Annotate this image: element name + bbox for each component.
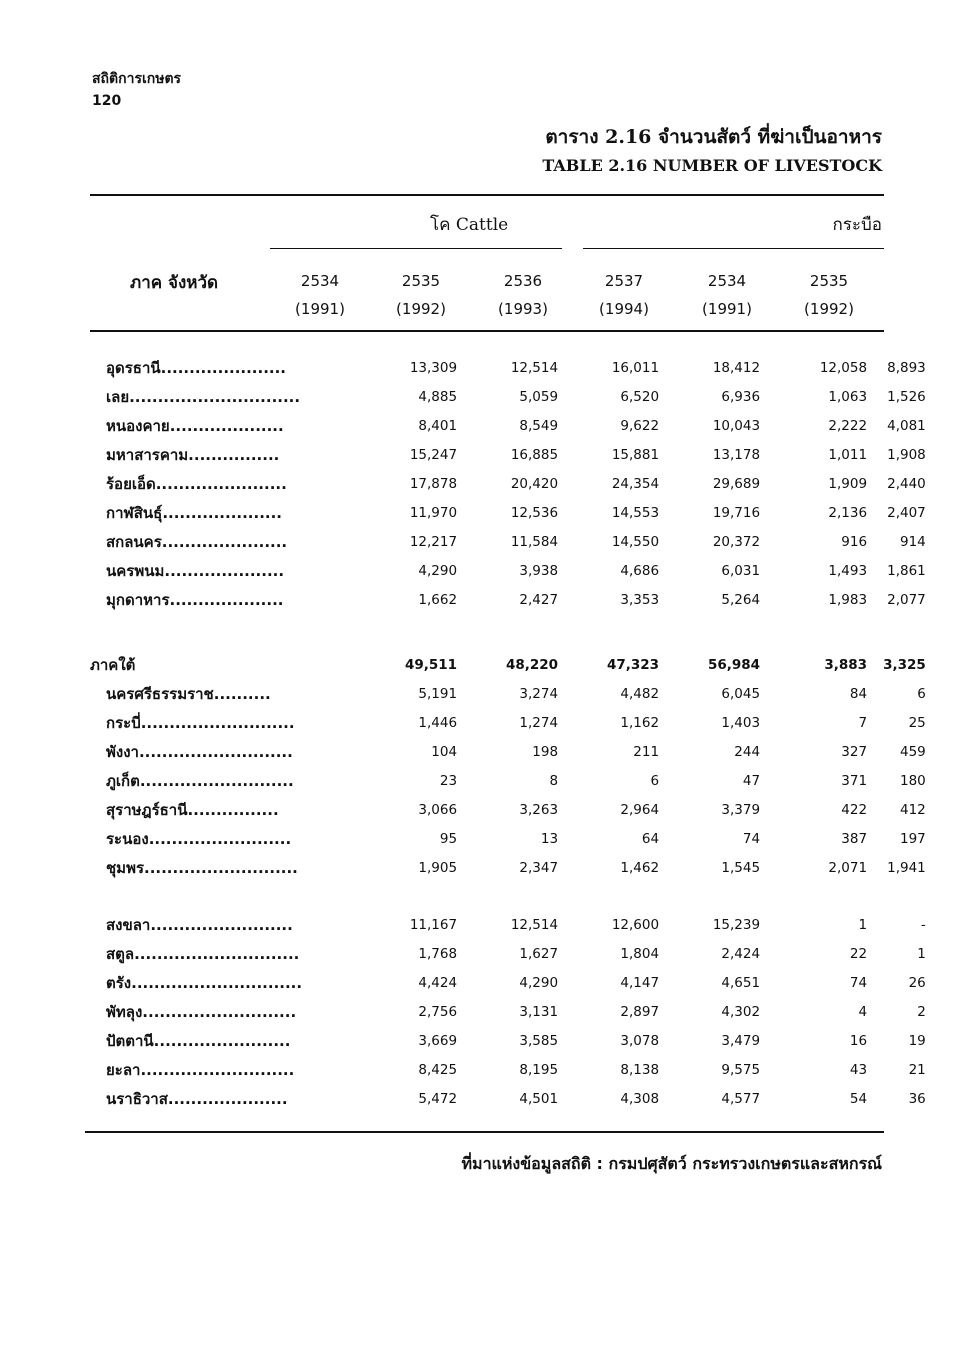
value-cell: 22 (849, 945, 868, 962)
spacer-cell (302, 997, 371, 1026)
value-cell: 26 (908, 974, 926, 991)
value-cell: 13 (540, 830, 559, 847)
value-cell: 20,372 (712, 533, 761, 550)
spacer-cell (302, 440, 371, 469)
value-cell: 2,071 (828, 859, 868, 876)
table-row (90, 679, 942, 708)
value-cell: 197 (900, 830, 926, 847)
row-label: สงขลา......................... (106, 915, 293, 934)
spacer-cell (302, 795, 371, 824)
buffalo-group-rule (583, 248, 884, 249)
value-cell: 1,941 (887, 859, 926, 876)
value-cell: 16,011 (611, 359, 660, 376)
livestock-table (90, 353, 942, 1113)
value-cell: 29,689 (712, 475, 761, 492)
value-cell: 198 (532, 743, 559, 760)
value-cell: 327 (841, 743, 868, 760)
group-gap (90, 882, 942, 910)
table-row (90, 939, 942, 968)
value-cell: 1,983 (828, 591, 868, 608)
value-cell: 1 (917, 945, 926, 962)
value-cell: 21 (908, 1061, 926, 1078)
value-cell: 10,043 (712, 417, 761, 434)
value-cell: 12,514 (510, 359, 559, 376)
value-cell: 12,217 (409, 533, 458, 550)
row-label: ปัตตานี........................ (106, 1031, 291, 1050)
spacer-cell (302, 411, 371, 440)
top-rule (90, 194, 884, 196)
cattle-group-rule (270, 248, 562, 249)
row-label: นครพนม..................... (106, 561, 285, 580)
value-cell: 2,347 (519, 859, 559, 876)
value-cell: 14,553 (611, 504, 660, 521)
value-cell: 20,420 (510, 475, 559, 492)
column-year: 2534 (707, 272, 747, 290)
value-cell: 3,066 (418, 801, 458, 818)
table-row (90, 1026, 942, 1055)
value-cell: 1,627 (519, 945, 559, 962)
value-cell: 3,585 (519, 1032, 559, 1049)
row-label: พังงา........................... (106, 742, 293, 761)
table-row (90, 968, 942, 997)
column-header (574, 267, 674, 323)
spacer-cell (302, 556, 371, 585)
value-cell: 3,883 (824, 656, 868, 673)
value-cell: 18,412 (712, 359, 761, 376)
row-label: สตูล............................. (106, 944, 300, 963)
value-cell: 5,264 (721, 591, 761, 608)
row-label: ตรัง.............................. (106, 973, 303, 992)
table-row (90, 440, 942, 469)
bottom-rule (85, 1131, 884, 1133)
row-label: ภูเก็ต........................... (106, 771, 294, 790)
value-cell: 6 (917, 685, 926, 702)
value-cell: 1,011 (828, 446, 868, 463)
value-cell: 3,325 (883, 656, 926, 673)
value-cell: 4,290 (418, 562, 458, 579)
column-year: 2534 (300, 272, 340, 290)
row-label: มหาสารคาม................ (106, 445, 280, 464)
value-cell: 15,239 (712, 916, 761, 933)
value-cell: 74 (742, 830, 761, 847)
value-cell: 2,077 (887, 591, 926, 608)
value-cell: 4,308 (620, 1090, 660, 1107)
value-cell: 11,167 (409, 916, 458, 933)
table-row (90, 708, 942, 737)
value-cell: 2,136 (828, 504, 868, 521)
value-cell: 4,147 (620, 974, 660, 991)
row-label: ระนอง......................... (106, 829, 292, 848)
value-cell: 3,353 (620, 591, 660, 608)
value-cell: 3,131 (519, 1003, 559, 1020)
value-cell: 23 (439, 772, 458, 789)
value-cell: 4 (858, 1003, 868, 1020)
row-label: เลย.............................. (106, 387, 301, 406)
value-cell: 5,472 (418, 1090, 458, 1107)
column-year-ad: (1993) (498, 300, 548, 318)
table-row (90, 382, 942, 411)
table-body (90, 353, 942, 1113)
value-cell: 95 (439, 830, 458, 847)
value-cell: 1,662 (418, 591, 458, 608)
value-cell: 47,323 (606, 656, 660, 673)
value-cell: 1,526 (887, 388, 926, 405)
value-cell: 16,885 (510, 446, 559, 463)
value-cell: 15,881 (611, 446, 660, 463)
value-cell: 11,970 (409, 504, 458, 521)
value-cell: 1,768 (418, 945, 458, 962)
column-header (473, 267, 573, 323)
column-year-ad: (1991) (295, 300, 345, 318)
value-cell: 54 (849, 1090, 868, 1107)
value-cell: 8,549 (519, 417, 559, 434)
region-province-header: ภาค จังหวัด (130, 273, 219, 293)
value-cell: 3,078 (620, 1032, 660, 1049)
value-cell: 4,885 (418, 388, 458, 405)
spacer-cell (302, 353, 371, 382)
table-row (90, 853, 942, 882)
column-year-ad: (1992) (804, 300, 854, 318)
column-year-ad: (1992) (396, 300, 446, 318)
value-cell: 11,584 (510, 533, 559, 550)
value-cell: 422 (841, 801, 868, 818)
group-header-buffalo: กระบือ (832, 215, 882, 235)
column-header (779, 267, 879, 323)
gap-cell (90, 882, 942, 910)
value-cell: 211 (633, 743, 660, 760)
value-cell: 9,575 (721, 1061, 761, 1078)
value-cell: 1,462 (620, 859, 660, 876)
value-cell: 15,247 (409, 446, 458, 463)
value-cell: 7 (858, 714, 868, 731)
value-cell: 3,479 (721, 1032, 761, 1049)
value-cell: 2,440 (887, 475, 926, 492)
value-cell: 4,081 (887, 417, 926, 434)
table-row (90, 737, 942, 766)
value-cell: - (920, 916, 926, 933)
spacer-cell (302, 939, 371, 968)
value-cell: 84 (849, 685, 868, 702)
group-header-cattle: โค Cattle (430, 215, 509, 235)
column-year: 2535 (401, 272, 441, 290)
value-cell: 49,511 (404, 656, 458, 673)
spacer-cell (302, 1084, 371, 1113)
table-row (90, 585, 942, 614)
value-cell: 8 (549, 772, 559, 789)
value-cell: 74 (849, 974, 868, 991)
table-title-thai: ตาราง 2.16 จำนวนสัตว์ ที่ฆ่าเป็นอาหาร (545, 126, 882, 148)
value-cell: 2,897 (620, 1003, 660, 1020)
spacer-cell (302, 527, 371, 556)
column-year: 2535 (809, 272, 849, 290)
spacer-cell (302, 737, 371, 766)
value-cell: 2,407 (887, 504, 926, 521)
value-cell: 8,138 (620, 1061, 660, 1078)
value-cell: 4,651 (721, 974, 761, 991)
value-cell: 459 (900, 743, 926, 760)
value-cell: 8,195 (519, 1061, 559, 1078)
value-cell: 3,263 (519, 801, 559, 818)
value-cell: 56,984 (707, 656, 761, 673)
value-cell: 244 (734, 743, 761, 760)
value-cell: 24,354 (611, 475, 660, 492)
table-row (90, 766, 942, 795)
table-row (90, 469, 942, 498)
value-cell: 48,220 (505, 656, 559, 673)
row-label: ชุมพร........................... (106, 858, 298, 877)
value-cell: 914 (900, 533, 926, 550)
row-label: มุกดาหาร.................... (106, 590, 284, 609)
value-cell: 6,045 (721, 685, 761, 702)
row-label: สุราษฎร์ธานี................ (106, 800, 279, 819)
value-cell: 2 (917, 1003, 926, 1020)
spacer-cell (302, 1026, 371, 1055)
value-cell: 180 (900, 772, 926, 789)
value-cell: 1,063 (828, 388, 868, 405)
table-row (90, 556, 942, 585)
value-cell: 16 (849, 1032, 868, 1049)
value-cell: 1,493 (828, 562, 868, 579)
spacer-cell (302, 853, 371, 882)
value-cell: 1,274 (519, 714, 559, 731)
value-cell: 8,401 (418, 417, 458, 434)
value-cell: 13,309 (409, 359, 458, 376)
row-label: หนองคาย.................... (106, 416, 284, 435)
group-gap (90, 614, 942, 650)
page-number: 120 (92, 93, 122, 109)
table-row (90, 795, 942, 824)
value-cell: 1,905 (418, 859, 458, 876)
table-row (90, 498, 942, 527)
value-cell: 5,191 (418, 685, 458, 702)
value-cell: 13,178 (712, 446, 761, 463)
value-cell: 1,545 (721, 859, 761, 876)
value-cell: 916 (841, 533, 868, 550)
value-cell: 3,274 (519, 685, 559, 702)
value-cell: 2,756 (418, 1003, 458, 1020)
value-cell: 4,501 (519, 1090, 559, 1107)
row-label: กระบี่........................... (106, 713, 295, 732)
value-cell: 6 (650, 772, 660, 789)
value-cell: 36 (908, 1090, 926, 1107)
value-cell: 104 (431, 743, 458, 760)
source-note: ที่มาแห่งข้อมูลสถิติ : กรมปศุสัตว์ กระทรวงเกษตรและสหกรณ์ (461, 1154, 882, 1173)
value-cell: 4,290 (519, 974, 559, 991)
row-label: นราธิวาส..................... (106, 1089, 288, 1108)
spacer-cell (302, 910, 371, 939)
value-cell: 5,059 (519, 388, 559, 405)
value-cell: 19,716 (712, 504, 761, 521)
region-row (90, 650, 942, 679)
value-cell: 387 (841, 830, 868, 847)
value-cell: 3,938 (519, 562, 559, 579)
value-cell: 6,520 (620, 388, 660, 405)
value-cell: 12,600 (611, 916, 660, 933)
table-row (90, 527, 942, 556)
spacer-cell (302, 382, 371, 411)
value-cell: 8,893 (887, 359, 926, 376)
table-row (90, 1084, 942, 1113)
row-label: กาฬสินธุ์..................... (106, 503, 282, 522)
value-cell: 64 (641, 830, 660, 847)
value-cell: 6,031 (721, 562, 761, 579)
row-label: นครศรีธรรมราช.......... (106, 684, 271, 703)
table-row (90, 353, 942, 382)
value-cell: 12,058 (819, 359, 868, 376)
spacer-cell (302, 824, 371, 853)
table-row (90, 1055, 942, 1084)
value-cell: 25 (908, 714, 926, 731)
spacer-cell (302, 585, 371, 614)
value-cell: 1,162 (620, 714, 660, 731)
value-cell: 1,909 (828, 475, 868, 492)
spacer-cell (302, 1055, 371, 1084)
value-cell: 1,908 (887, 446, 926, 463)
table-row (90, 824, 942, 853)
row-label: สกลนคร...................... (106, 532, 288, 551)
row-label: พัทลุง........................... (106, 1002, 297, 1021)
value-cell: 3,379 (721, 801, 761, 818)
value-cell: 1,804 (620, 945, 660, 962)
value-cell: 4,482 (620, 685, 660, 702)
gap-cell (90, 614, 942, 650)
value-cell: 4,686 (620, 562, 660, 579)
value-cell: 4,424 (418, 974, 458, 991)
table-title-english: TABLE 2.16 NUMBER OF LIVESTOCK (542, 156, 882, 175)
spacer-cell (302, 766, 371, 795)
spacer-cell (302, 968, 371, 997)
value-cell: 1,403 (721, 714, 761, 731)
table-row (90, 997, 942, 1026)
value-cell: 1 (858, 916, 868, 933)
running-head: สถิติการเกษตร (92, 71, 182, 87)
row-label: ภาคใต้ (90, 655, 136, 674)
value-cell: 12,536 (510, 504, 559, 521)
column-header (371, 267, 471, 323)
spacer-cell (302, 469, 371, 498)
value-cell: 9,622 (620, 417, 660, 434)
value-cell: 2,222 (828, 417, 868, 434)
row-label: ยะลา........................... (106, 1060, 295, 1079)
spacer-cell (302, 679, 371, 708)
column-year: 2536 (503, 272, 543, 290)
value-cell: 4,302 (721, 1003, 761, 1020)
column-header (677, 267, 777, 323)
value-cell: 47 (742, 772, 761, 789)
value-cell: 12,514 (510, 916, 559, 933)
column-year-ad: (1991) (702, 300, 752, 318)
value-cell: 43 (849, 1061, 868, 1078)
column-header (270, 267, 370, 323)
value-cell: 4,577 (721, 1090, 761, 1107)
spacer-cell (302, 650, 371, 679)
row-label: อุดรธานี...................... (106, 358, 286, 377)
value-cell: 3,669 (418, 1032, 458, 1049)
value-cell: 8,425 (418, 1061, 458, 1078)
value-cell: 412 (900, 801, 926, 818)
header-rule (90, 330, 884, 332)
value-cell: 14,550 (611, 533, 660, 550)
row-label: ร้อยเอ็ด....................... (106, 474, 287, 493)
value-cell: 371 (841, 772, 868, 789)
spacer-cell (302, 498, 371, 527)
value-cell: 17,878 (409, 475, 458, 492)
table-row (90, 411, 942, 440)
value-cell: 2,427 (519, 591, 559, 608)
spacer-cell (302, 708, 371, 737)
value-cell: 2,424 (721, 945, 761, 962)
table-row (90, 910, 942, 939)
value-cell: 1,861 (887, 562, 926, 579)
column-year-ad: (1994) (599, 300, 649, 318)
value-cell: 6,936 (721, 388, 761, 405)
column-year: 2537 (604, 272, 644, 290)
value-cell: 2,964 (620, 801, 660, 818)
value-cell: 19 (908, 1032, 926, 1049)
value-cell: 1,446 (418, 714, 458, 731)
